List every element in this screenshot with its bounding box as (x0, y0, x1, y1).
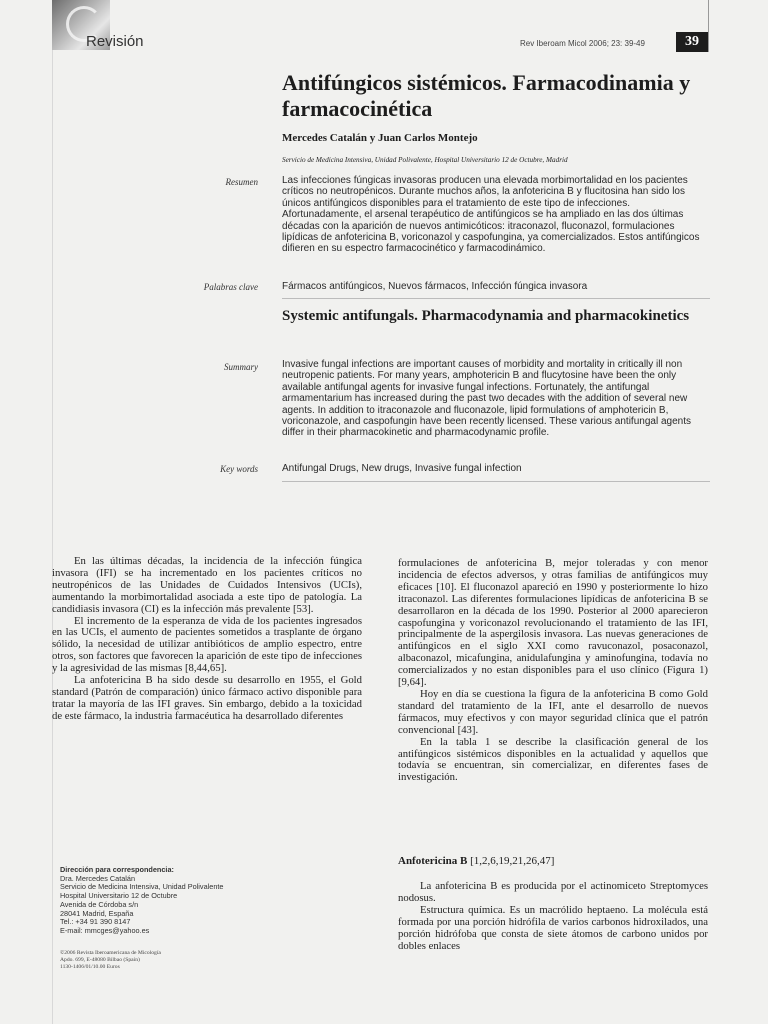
summary-text: Invasive fungal infections are important causes of morbidity and mortality in critically ill non neutropenic patients. For many years, amphotericin B and flucytosine have been the only available antifungal agents for invasive fungal infections. Fortunately, the antifungal armamentarium has increased during the past two decades with the addition of several new agents. In addition to itraconazole and fluconazole, lipid formulations of amphotericin B, voriconazole, and caspofungin have been recently licensed. These various antifungal agents differ in their pharmacokinetic and pharmacodynamic profile. (282, 359, 691, 439)
header-divider (708, 0, 709, 52)
body-paragraph: En las últimas décadas, la incidencia de la infección fúngica invasora (IFI) se ha incrementado en los pacientes críticos no neutropénicos de las Unidades de Cuidados Intensivos (UCIs), aumentando la morbimortalidad asociada a este tipo de patología. La candidiasis invasora (CI) es la infección más prevalente [53]. (52, 555, 362, 615)
correspondence-line: Avenida de Córdoba s/n (60, 899, 139, 909)
key-words-text: Antifungal Drugs, New drugs, Invasive fungal infection (282, 463, 522, 474)
body-left-column (52, 556, 362, 723)
article-authors: Mercedes Catalán y Juan Carlos Montejo (282, 132, 478, 144)
correspondence-line: Dra. Mercedes Catalán (60, 873, 136, 883)
body-paragraph: formulaciones de anfotericina B, mejor toleradas y con menor incidencia de efectos adversos, y otras familias de antifúngicos muy eficaces [10]. El fluconazol apareció en 1990 y posteriormente lo hizo itraconazol. Las diferentes formulaciones lipídicas de anfotericina B se desarrollaron en la década de los 1990. Posterior al 2000 aparecieron caspofungina y voriconazol revolucionando el tratamiento de las IFI, principalmente de la aspergilosis invasora. Las nuevas generaciones de antifúngicos en el siglo XXI como ravuconazol, posaconazol, albaconazol, micafungina, anidulafungina y aminofungina, todavía no comercializados y no estan disponibles para el uso clínico (Figura 1) [9,64]. (398, 557, 708, 689)
resumen-text: Las infecciones fúngicas invasoras producen una elevada morbimortalidad en los pacientes críticos no neutropénicos. Durante muchos años, la anfotericina B y flucitosina han sido los únicos antifúngicos disponibles para el tratamiento de este tipo de infecciones. Afortunadamente, el arsenal terapéutico de antifúngicos se ha ampliado en las dos últimas décadas con la aparición de nuevos antimicóticos: itraconazol, fluconazol, formulaciones lipídicas de anfotericina B, voriconazol y caspofungina, ya comercializados. Estos antifúngicos difieren en su espectro farmacocinético y farmacodinámico. (282, 175, 700, 255)
body-paragraph: Hoy en día se cuestiona la figura de la anfotericina B como Gold standard del tratamiento de la IFI, ante el desarrollo de nuevos fármacos, muy efectivos y con mayor seguridad clínica que el patrón convencional [43]. (398, 687, 708, 736)
margin-rule (52, 50, 53, 1024)
section-heading (398, 855, 554, 867)
correspondence-line: 28041 Madrid, España (60, 908, 134, 918)
journal-reference: Rev Iberoam Micol 2006; 23: 39-49 (520, 39, 645, 48)
correspondence-line: Hospital Universitario 12 de Octubre (60, 891, 178, 901)
body-paragraph: Estructura química. Es un macrólido heptaeno. La molécula está formada por una porción hidrófila de varios carbonos hidroxilados, una porción hidrófoba que consta de siete átomos de carbono unidos por dobles enlaces (398, 903, 708, 952)
anfo-paragraphs (398, 881, 708, 952)
copyright-line: ©2006 Revista Iberoamericana de Micología (60, 950, 161, 956)
article-affiliation: Servicio de Medicina Intensiva, Unidad Polivalente, Hospital Universitario 12 de Octubre, Madrid (282, 156, 568, 164)
copyright-line: 1130-1406/01/10.00 Euros (60, 964, 120, 970)
correspondence-heading: Dirección para correspondencia: (60, 865, 174, 874)
section-divider (282, 481, 710, 482)
english-title: Systemic antifungals. Pharmacodynamia and pharmacokinetics (282, 308, 690, 324)
resumen-label: Resumen (225, 177, 258, 187)
body-paragraph: En la tabla 1 se describe la clasificación general de los antifúngicos sistémicos disponibles en la actualidad y aquellos que todavía se encuentran, sin comercializar, en diferentes fases de investigación. (398, 735, 708, 784)
body-right-column (398, 558, 708, 784)
body-paragraph: La anfotericina B es producida por el actinomiceto Streptomyces nodosus. (398, 880, 708, 904)
section-heading-title: Anfotericina B (398, 855, 468, 867)
section-heading-refs: [1,2,6,19,21,26,47] (467, 855, 555, 867)
copyright-block (60, 950, 300, 971)
palabras-clave-text: Fármacos antifúngicos, Nuevos fármacos, Infección fúngica invasora (282, 281, 588, 292)
section-label: Revisión (86, 33, 144, 50)
copyright-line: Apdo. 699, E-48080 Bilbao (Spain) (60, 957, 140, 963)
article-title: Antifúngicos sistémicos. Farmacodinamia y farmacocinética (282, 70, 691, 121)
body-paragraph: La anfotericina B ha sido desde su desarrollo en 1955, el Gold standard (Patrón de comparación) único fármaco activo disponible para tratar la mayoría de las IFI graves. Sin embargo, debido a la toxicidad de este fármaco, la industria farmacéutica ha desarrollado diferentes (52, 674, 362, 722)
summary-label: Summary (224, 362, 258, 372)
palabras-clave-label: Palabras clave (203, 282, 258, 292)
body-paragraph: El incremento de la esperanza de vida de los pacientes ingresados en las UCIs, el aumento de pacientes sometidos a trasplante de órgano sólido, la necesidad de utilizar antibióticos de amplio espectro, entre otros, son factores que favorecen la aparición de este tipo de infecciones y la agresividad de las mismas [8,44,65]. (52, 614, 362, 675)
correspondence-line[interactable]: E-mail: mmcges@yahoo.es (60, 925, 150, 935)
key-words-label: Key words (220, 464, 258, 474)
correspondence-block (60, 866, 300, 936)
page-number: 39 (676, 32, 708, 52)
correspondence-line: Tel.: +34 91 390 8147 (60, 917, 131, 927)
section-divider (282, 298, 710, 299)
correspondence-line: Servicio de Medicina Intensiva, Unidad Polivalente (60, 882, 224, 892)
